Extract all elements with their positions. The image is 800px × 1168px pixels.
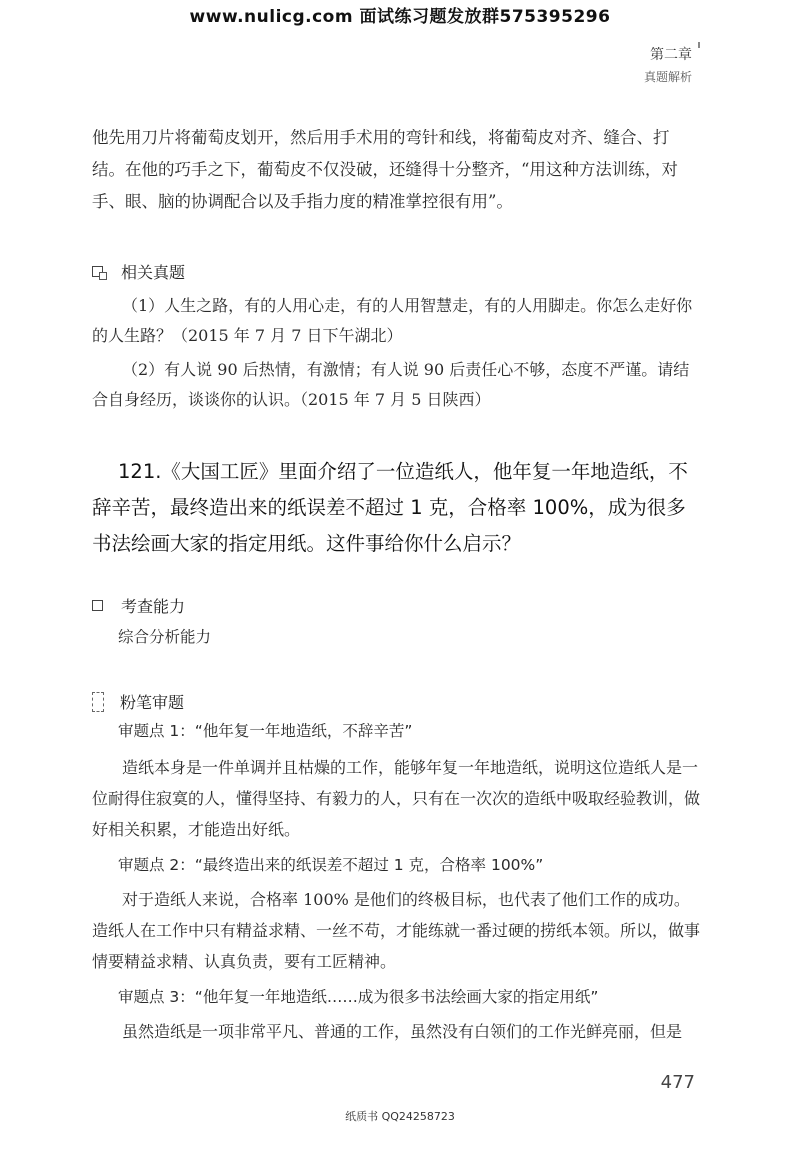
- question-text: 121.《大国工匠》里面介绍了一位造纸人，他年复一年地造纸，不辞辛苦，最终造出来的纸误差不超过 1 克，合格率 100%，成为很多书法绘画大家的指定用纸。这件事给你什么启示？: [92, 460, 688, 555]
- review-point-title: 审题点 1：“他年复一年地造纸，不辞辛苦”: [118, 722, 413, 740]
- ability-section-heading: [92, 594, 185, 617]
- related-item: （2）有人说 90 后热情，有激情；有人说 90 后责任心不够，态度不严谨。请结合自身经历，谈谈你的认识。（2015 年 7 月 5 日陕西）: [92, 360, 690, 409]
- review-point-body: 造纸本身是一件单调并且枯燥的工作，能够年复一年地造纸，说明这位造纸人是一位耐得住寂寞的人，懂得坚持、有毅力的人，只有在一次次的造纸中吸取经验教训，做好相关积累，才能造出好纸。: [92, 758, 701, 839]
- analysis-heading-text: 粉笔审题: [120, 693, 185, 712]
- chapter-mark: [698, 42, 700, 48]
- intro-paragraph: 他先用刀片将葡萄皮划开，然后用手术用的弯针和线，将葡萄皮对齐、缝合、打结。在他的巧手之下，葡萄皮不仅没破，还缝得十分整齐，“用这种方法训练，对手、眼、脑的协调配合以及手指力度的精准掌控很有用”。: [92, 128, 678, 211]
- analysis-section-heading: [92, 690, 184, 713]
- pen-icon: [92, 692, 104, 712]
- related-item: （1）人生之路，有的人用心走，有的人用智慧走，有的人用脚走。你怎么走好你的人生路？（2015 年 7 月 7 日下午湖北）: [92, 296, 693, 345]
- related-heading-text: 相关真题: [121, 263, 186, 282]
- chapter-header: [644, 44, 692, 85]
- ability-value: 综合分析能力: [118, 628, 212, 646]
- review-point-title: 审题点 2：“最终造出来的纸误差不超过 1 克，合格率 100%”: [118, 856, 544, 874]
- footer-note: 纸质书 QQ24258723: [345, 1110, 455, 1123]
- ability-heading-text: 考查能力: [121, 597, 186, 616]
- review-point-body: 对于造纸人来说，合格率 100% 是他们的终极目标，也代表了他们工作的成功。造纸人在工作中只有精益求精、一丝不苟，才能练就一番过硬的捞纸本领。所以，做事情要精益求精、认真负责，要有工匠精神。: [92, 890, 701, 971]
- watermark-header: www.nulicg.com 面试练习题发放群575395296: [189, 7, 611, 27]
- review-point-title: 审题点 3：“他年复一年地造纸……成为很多书法绘画大家的指定用纸”: [118, 988, 599, 1006]
- section-box-icon: [92, 600, 103, 611]
- page-number: 477: [660, 1072, 695, 1093]
- chapter-subtitle: 真题解析: [643, 70, 692, 84]
- section-tag-icon: [92, 266, 103, 277]
- related-section-heading: [92, 260, 185, 283]
- chapter-title: 第二章: [650, 47, 692, 63]
- review-point-body: 虽然造纸是一项非常平凡、普通的工作，虽然没有白领们的工作光鲜亮丽，但是: [122, 1022, 683, 1041]
